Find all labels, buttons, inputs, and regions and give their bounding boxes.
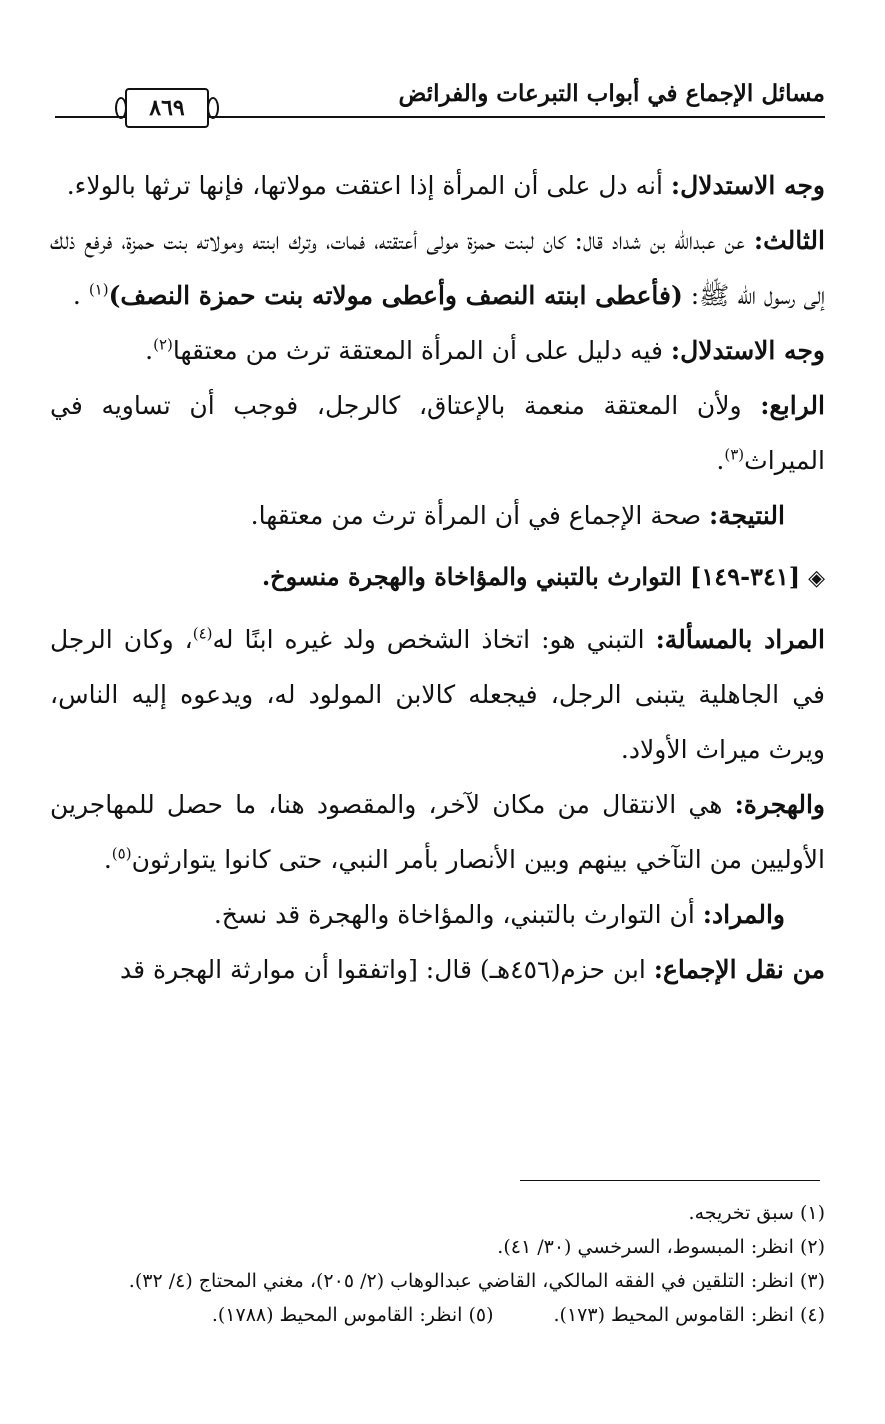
paragraph-4: الرابع: ولأن المعتقة منعمة بالإعتاق، كالرجل، فوجب أن تساويه في الميراث$^{(٣)}$. [50, 391, 825, 475]
paragraph-3: وجه الاستدلال: فيه دليل على أن المرأة المعتقة ترث من معتقها$^{(٢)}$. [145, 335, 825, 365]
footnote-ref[interactable]: (٤) [192, 624, 213, 643]
footnote-ref[interactable]: (١) [88, 280, 109, 299]
paragraph-label: النتيجة: [709, 501, 785, 530]
section-heading-text: [٣٤١-١٤٩] التوارث بالتبني والمؤاخاة والهجرة منسوخ. [261, 562, 801, 591]
paragraph-label: وجه الاستدلال: [670, 336, 825, 365]
footnote-5: (٥) انظر: القاموس المحيط (١٧٨٨). [211, 1304, 494, 1326]
footnote-row [35, 1298, 825, 1332]
paragraph-label: وجه الاستدلال: [670, 171, 825, 200]
running-title: مسائل الإجماع في أبواب التبرعات والفرائض [398, 80, 825, 107]
footnote-4: (٤) انظر: القاموس المحيط (١٧٣). [553, 1304, 825, 1326]
footnote-ref[interactable]: (٥) [111, 844, 132, 863]
diamond-icon: ◈ [808, 565, 825, 591]
paragraph-text: صحة الإجماع في أن المرأة ترث من معتقها. [250, 501, 710, 530]
paragraph-text: أنه دل على أن المرأة إذا اعتقت مولاتها، فإنها ترثها بالولاء. [66, 171, 671, 200]
paragraph-text: ، وكان الرجل في الجاهلية يتبنى الرجل، فيجعله كالابن المولود له، ويدعوه إليه الناس، ويرث ميراث الأولاد. [50, 625, 825, 764]
footnote-ref[interactable]: (٣) [724, 445, 745, 464]
footnote-separator [520, 1180, 820, 1181]
header-rule-left [55, 116, 125, 118]
paragraph-text: أن التوارث بالتبني، والمؤاخاة والهجرة قد نسخ. [213, 900, 703, 929]
footnote-ref[interactable]: (٢) [153, 335, 173, 354]
header-rule [205, 116, 825, 118]
paragraph-label: المراد بالمسألة: [655, 625, 825, 654]
hadith-quote: (فأعطى ابنته النصف وأعطى مولاته بنت حمزة النصف) [108, 281, 683, 310]
paragraph-text: عن عبدالله بن شداد قال: كان لبنت حمزة مولى أعتقته، فمات، وترك ابنته ومولاته بنت حمزة، فرفع ذلك إلى رسول الله ﷺ: [50, 226, 825, 310]
footnotes [35, 1196, 825, 1332]
paragraph-7: والهجرة: هي الانتقال من مكان لآخر، والمقصود هنا، ما حصل للمهاجرين الأوليين من التآخي بينهم وبين الأنصار بأمر النبي، حتى كانوا يتوارثون$^{(٥)}$. [50, 790, 825, 874]
paragraph-text: هي الانتقال من مكان لآخر، والمقصود هنا، ما حصل للمهاجرين الأوليين من التآخي بينهم وبين الأنصار بأمر النبي، حتى كانوا يتوارثون [50, 790, 825, 874]
paragraph-6 [50, 612, 825, 777]
paragraph-label: والمراد: [702, 900, 785, 929]
section-heading [50, 549, 825, 606]
paragraph-label: الرابع: [760, 391, 825, 420]
paragraph-label: من نقل الإجماع: [653, 955, 825, 984]
paragraph-text: ولأن المعتقة منعمة بالإعتاق، كالرجل، فوجب أن تساويه في الميراث [50, 391, 825, 475]
paragraph-1 [50, 158, 825, 213]
page-number: ٨٦٩ [125, 88, 209, 128]
footnote-2: (٢) انظر: المبسوط، السرخسي (٣٠/ ٤١). [497, 1236, 825, 1258]
paragraph-label: والهجرة: [734, 790, 825, 819]
paragraph-text: فيه دليل على أن المرأة المعتقة ترث من معتقها [172, 336, 671, 365]
paragraph-8 [50, 887, 825, 942]
page-header [55, 78, 825, 126]
paragraph-5 [50, 488, 825, 543]
paragraph-9 [50, 942, 825, 997]
footnote-3: (٣) انظر: التلقين في الفقه المالكي، القاضي عبدالوهاب (٢/ ٢٠٥)، مغني المحتاج (٤/ ٣٢). [128, 1270, 825, 1292]
main-text [50, 158, 825, 997]
paragraph-label: الثالث: [753, 226, 825, 255]
footnote-1: (١) سبق تخريجه. [688, 1202, 825, 1224]
paragraph-text: التبني هو: اتخاذ الشخص ولد غيره ابنًا له [212, 625, 656, 654]
paragraph-2: الثالث: عن عبدالله بن شداد قال: كان لبنت حمزة مولى أعتقته، فمات، وترك ابنته ومولاته بنت حمزة، فرفع ذلك إلى رسول الله ﷺ: (فأعطى ابنته النصف وأعطى مولاته بنت حمزة النصف)$^{(١)}$ . [50, 226, 825, 310]
paragraph-text: ابن حزم(٤٥٦هـ) قال: [واتفقوا أن موارثة الهجرة قد [119, 955, 654, 984]
